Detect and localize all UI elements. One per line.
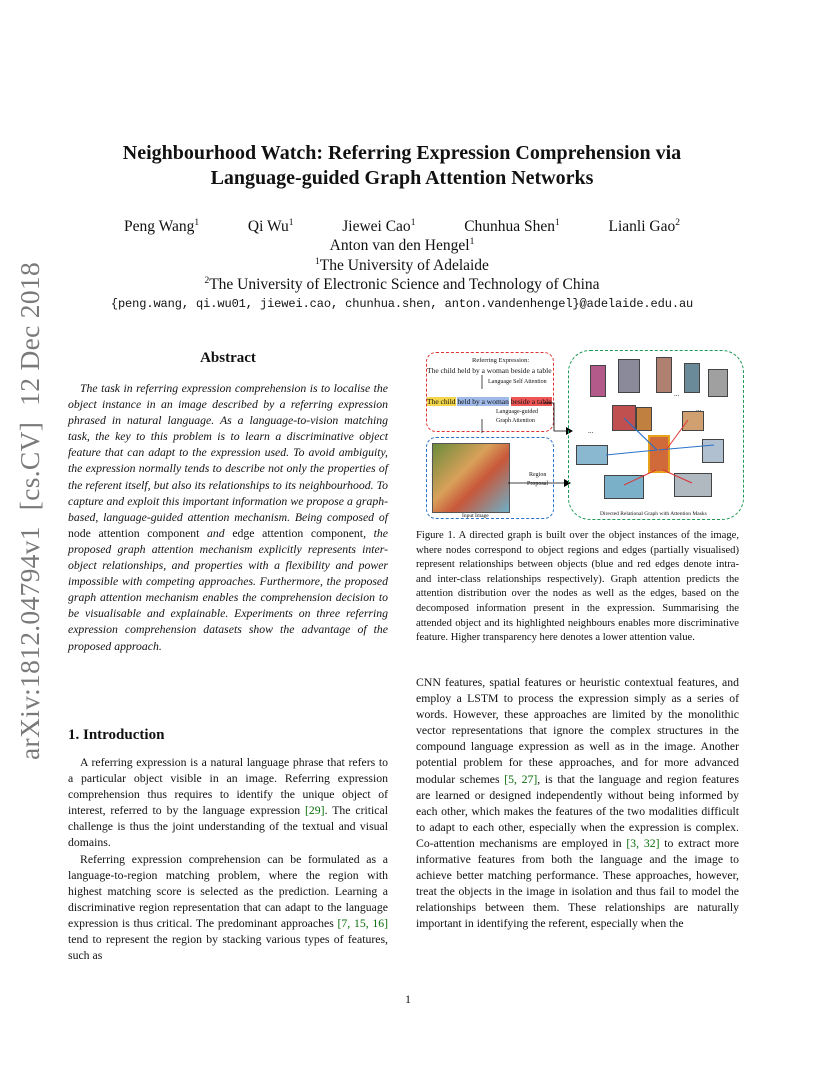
arxiv-id: arXiv:1812.04794v1 xyxy=(14,526,45,760)
segment-subject: The child xyxy=(427,397,456,406)
intro-paragraph-1: A referring expression is a natural language phrase that refers to a particular object visible in an image. Referring expression comprehension thus requires to identify the unique object of interest, referred to by the language expression [29]. The critical challenge is thus the joint understanding of the textual and visual domains. xyxy=(68,756,388,850)
author-line-2: Anton van den Hengel$^1$ xyxy=(329,237,475,255)
expression-label: Referring Expression: xyxy=(472,357,530,364)
intro-text xyxy=(68,755,388,964)
segment-location: beside a table xyxy=(510,397,552,406)
author: Qi Wu$^1$ xyxy=(247,218,294,236)
author: Peng Wang$^1$ xyxy=(124,218,200,236)
intro-paragraph-2: Referring expression comprehension can be formulated as a language-to-region matching problem, where the region with highest matching score is selected as the prediction. Learning a discriminative region representation that can adapt to the language expression is thus critical. The predominant approaches [7, 15, 16] tend to represent the region by stacking various types of features, such as xyxy=(68,852,389,963)
author-emails: {peng.wang, qi.wu01, jiewei.cao, chunhua.shen, anton.vandenhengel}@adelaide.edu.au xyxy=(110,297,694,311)
graph-label: Directed Relational Graph with Attention Masks xyxy=(600,511,707,517)
title-line-2: Language-guided Graph Attention Networks xyxy=(210,167,594,189)
section-heading-introduction: 1. Introduction xyxy=(68,727,165,743)
ellipsis: ... xyxy=(588,427,594,435)
decomposed-expression xyxy=(427,397,552,406)
input-image xyxy=(432,443,510,513)
citation-link[interactable]: 15, xyxy=(353,916,369,930)
author: Lianli Gao$^2$ xyxy=(608,218,680,236)
abstract-text: The task in referring expression comprehension is to localise the object instance in an image described by a referring expression phrased in natural language. As a language-to-vision matching task, the key to this problem is to learn a discriminative object feature that can adapt to the expression used. To avoid ambiguity, the expression normally tends to describe not only the properties of the referent itself, but also its relationships to its neighbourhood. To capture and exploit this important information we propose a graph-based, language-guided attention mechanism. Being composed of node attention component and edge attention component, the proposed graph attention mechanism explicitly represents inter-object relationships, and properties with a flexibility and power impossible with competing approaches. Furthermore, the proposed graph attention mechanism enables the comprehension decision to be visualisable and explainable. Experiments on three referring expression comprehension datasets show the advantage of the proposed approach. xyxy=(68,382,388,653)
figure-1 xyxy=(416,345,744,523)
figure-caption: Figure 1. A directed graph is built over the object instances of the image, where nodes correspond to object regions and edges (partially visualised) represent relationships between objects (blue and red edges denote intra- and inter-class relationships respectively). Graph attention predicts the attention distribution over the nodes as well as the edges, based on the decomposed information present in the expression. Summarising the attended object and its highlighted neighbours enables more discriminative feature. Higher transparency here denotes a lower attention value. xyxy=(416,530,739,644)
citation-link[interactable]: [29] xyxy=(304,804,325,818)
proposal-arrow xyxy=(508,473,572,493)
citation-link[interactable]: [5, xyxy=(504,772,517,786)
citation-link[interactable]: 16] xyxy=(372,916,389,930)
arxiv-category: [cs.CV] xyxy=(14,421,45,511)
ellipsis: ... xyxy=(674,390,680,398)
self-attention-label: Language Self Attention xyxy=(488,379,547,385)
paper-title xyxy=(100,141,704,191)
ellipsis: ... xyxy=(696,405,702,413)
affiliation-2: $^2$The University of Electronic Science and Technology of China xyxy=(204,276,600,294)
arxiv-sidebar xyxy=(10,261,50,760)
arxiv-date: 12 Dec 2018 xyxy=(14,261,45,406)
graph-attention-label: Graph Attention xyxy=(496,418,535,424)
guided-label: Language-guided xyxy=(496,409,538,415)
citation-link[interactable]: 32] xyxy=(643,836,660,850)
author: Chunhua Shen$^1$ xyxy=(464,218,560,236)
expression-text: The child held by a woman beside a table xyxy=(427,366,552,375)
region-label: Region xyxy=(529,472,547,478)
affiliation-1: $^1$The University of Adelaide xyxy=(315,257,489,275)
right-paragraph: CNN features, spatial features or heuristic contextual features, and employ a LSTM to process the expression simply as a series of words. However, these approaches are limited by the monolithic vector representations that ignore the complex structures in the compound language expression as well as in the image. Another potential problem for these approaches, and for more advanced modular schemes [5, 27], is that the language and region features are learned or designed independently without being informed by each other, which makes the features of the two modalities difficult to adapt to each other, especially when the expression is complex. Co-attention mechanisms are employed in [3, 32] to extract more informative features from both the language and the image to achieve better matching performance. These approaches, however, treat the objects in the image in isolation and thus fail to model the relationships between them. These relationships are naturally important in identifying the referent, especially when the xyxy=(416,676,740,931)
abstract-heading: Abstract xyxy=(200,350,256,366)
citation-link[interactable]: [7, xyxy=(337,916,351,930)
page-number: 1 xyxy=(405,992,411,1006)
proposal-label: Proposal xyxy=(527,481,548,487)
citation-link[interactable]: 27] xyxy=(521,772,538,786)
author-list xyxy=(100,218,704,236)
graph-edges xyxy=(568,350,744,520)
segment-relation: held by a woman xyxy=(457,397,509,406)
title-line-1: Neighbourhood Watch: Referring Expression Comprehension via xyxy=(122,142,682,164)
author: Jiewei Cao$^1$ xyxy=(342,218,416,236)
citation-link[interactable]: [3, xyxy=(626,836,640,850)
right-column-text xyxy=(416,675,739,933)
input-image-label: Input Image xyxy=(462,513,489,519)
